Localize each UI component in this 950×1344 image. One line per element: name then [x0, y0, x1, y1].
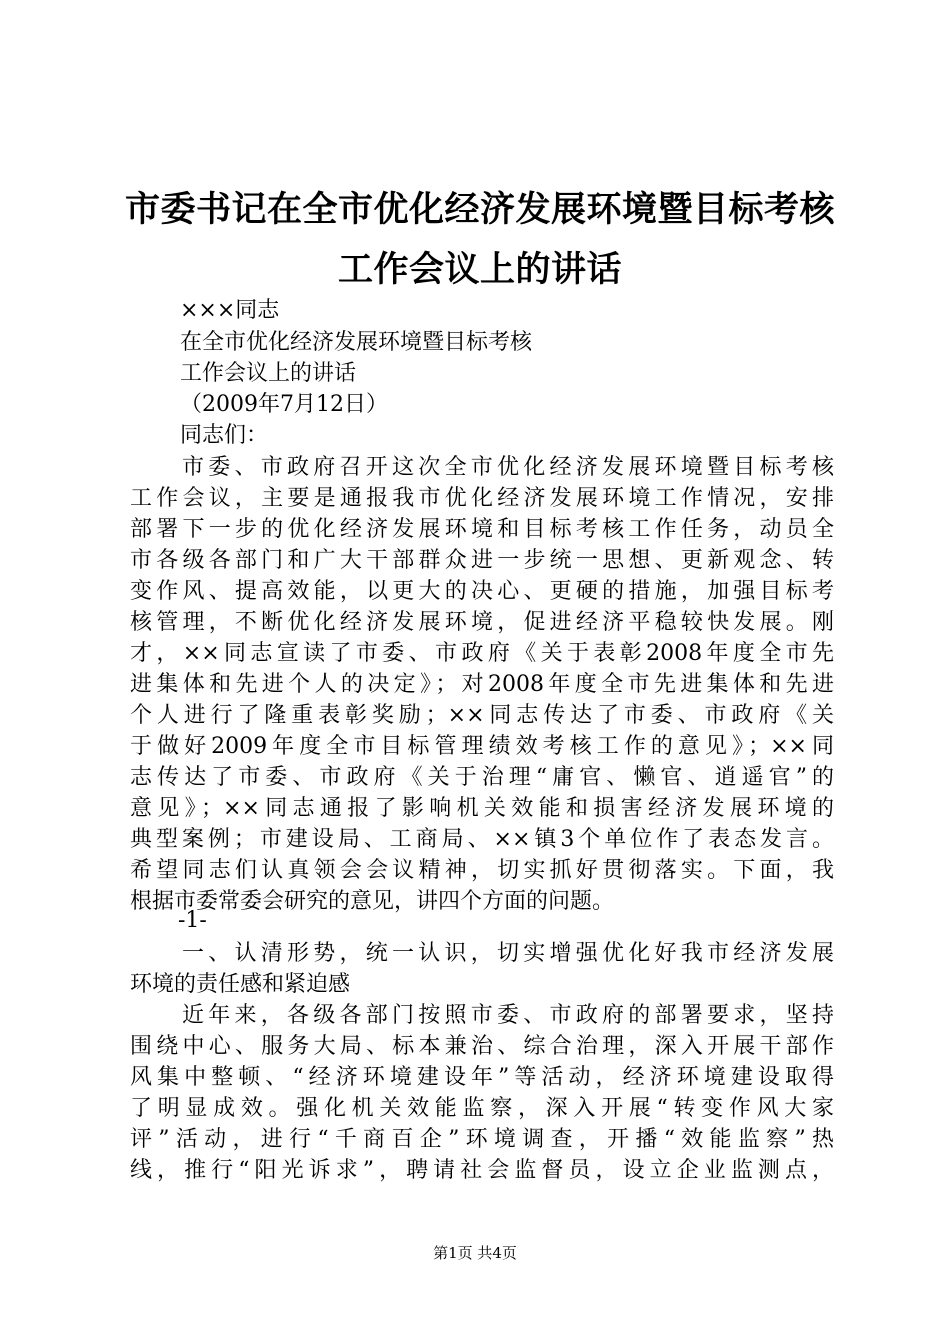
- page-marker: -1-: [178, 908, 207, 933]
- paragraph-line: 核管理，不断优化经济发展环境，促进经济平稳较快发展。刚: [130, 610, 834, 635]
- paragraph-line: 线，推行“阳光诉求”，聘请社会监督员，设立企业监测点，: [130, 1158, 834, 1183]
- paragraph-line: 志传达了市委、市政府《关于治理“庸官、懒官、逍遥官”的: [130, 765, 834, 790]
- paragraph-line: 围绕中心、服务大局、标本兼治、综合治理，深入开展干部作: [130, 1034, 834, 1059]
- paragraph-line: 变作风、提高效能，以更大的决心、更硬的措施，加强目标考: [130, 579, 834, 604]
- paragraph-line: 进集体和先进个人的决定》；对2008年度全市先进集体和先进: [130, 672, 834, 697]
- paragraph-line: 个人进行了隆重表彰奖励；××同志传达了市委、市政府《关: [130, 703, 834, 728]
- document-title-line-1: 市委书记在全市优化经济发展环境暨目标考核: [124, 190, 835, 230]
- subtitle-line-1: 在全市优化经济发展环境暨目标考核: [180, 330, 533, 355]
- paragraph-line: 评”活动，进行“千商百企”环境调查，开播“效能监察”热: [130, 1127, 834, 1152]
- paragraph-line: 部署下一步的优化经济发展环境和目标考核工作任务，动员全: [130, 517, 834, 542]
- paragraph-line: 风集中整顿、“经济环境建设年”等活动，经济环境建设取得: [130, 1065, 834, 1090]
- paragraph-line: 典型案例；市建设局、工商局、××镇3个单位作了表态发言。: [130, 827, 834, 852]
- heading-line: 环境的责任感和紧迫感: [130, 972, 351, 997]
- paragraph-line: 市委、市政府召开这次全市优化经济发展环境暨目标考核: [182, 455, 834, 480]
- paragraph-line: 于做好2009年度全市目标管理绩效考核工作的意见》；××同: [130, 734, 834, 759]
- paragraph-line: 近年来，各级各部门按照市委、市政府的部署要求，坚持: [182, 1003, 834, 1028]
- salutation: 同志们：: [180, 423, 269, 448]
- paragraph-line: 意见》；××同志通报了影响机关效能和损害经济发展环境的: [130, 796, 834, 821]
- section-1-heading: [130, 938, 834, 1000]
- paragraph-line: 才，××同志宣读了市委、市政府《关于表彰2008年度全市先: [130, 641, 834, 666]
- page-footer: 第1页 共4页: [433, 1244, 517, 1262]
- paragraph-line: 市各级各部门和广大干部群众进一步统一思想、更新观念、转: [130, 548, 834, 573]
- paragraph-1: [130, 452, 834, 917]
- paragraph-line: 了明显成效。强化机关效能监察，深入开展“转变作风大家: [130, 1096, 834, 1121]
- document-title-line-2: 工作会议上的讲话: [337, 250, 622, 290]
- paragraph-line: 希望同志们认真领会会议精神，切实抓好贯彻落实。下面，我: [130, 858, 834, 883]
- paragraph-line: 工作会议，主要是通报我市优化经济发展环境工作情况，安排: [130, 486, 834, 511]
- speaker-line: ×××同志: [180, 298, 280, 323]
- speech-date: （2009年7月12日）: [180, 392, 388, 417]
- paragraph-line: 根据市委常委会研究的意见，讲四个方面的问题。: [130, 889, 615, 914]
- paragraph-2: [130, 1000, 834, 1186]
- subtitle-line-2: 工作会议上的讲话: [180, 361, 357, 386]
- heading-line: 一、认清形势，统一认识，切实增强优化好我市经济发展: [182, 941, 834, 966]
